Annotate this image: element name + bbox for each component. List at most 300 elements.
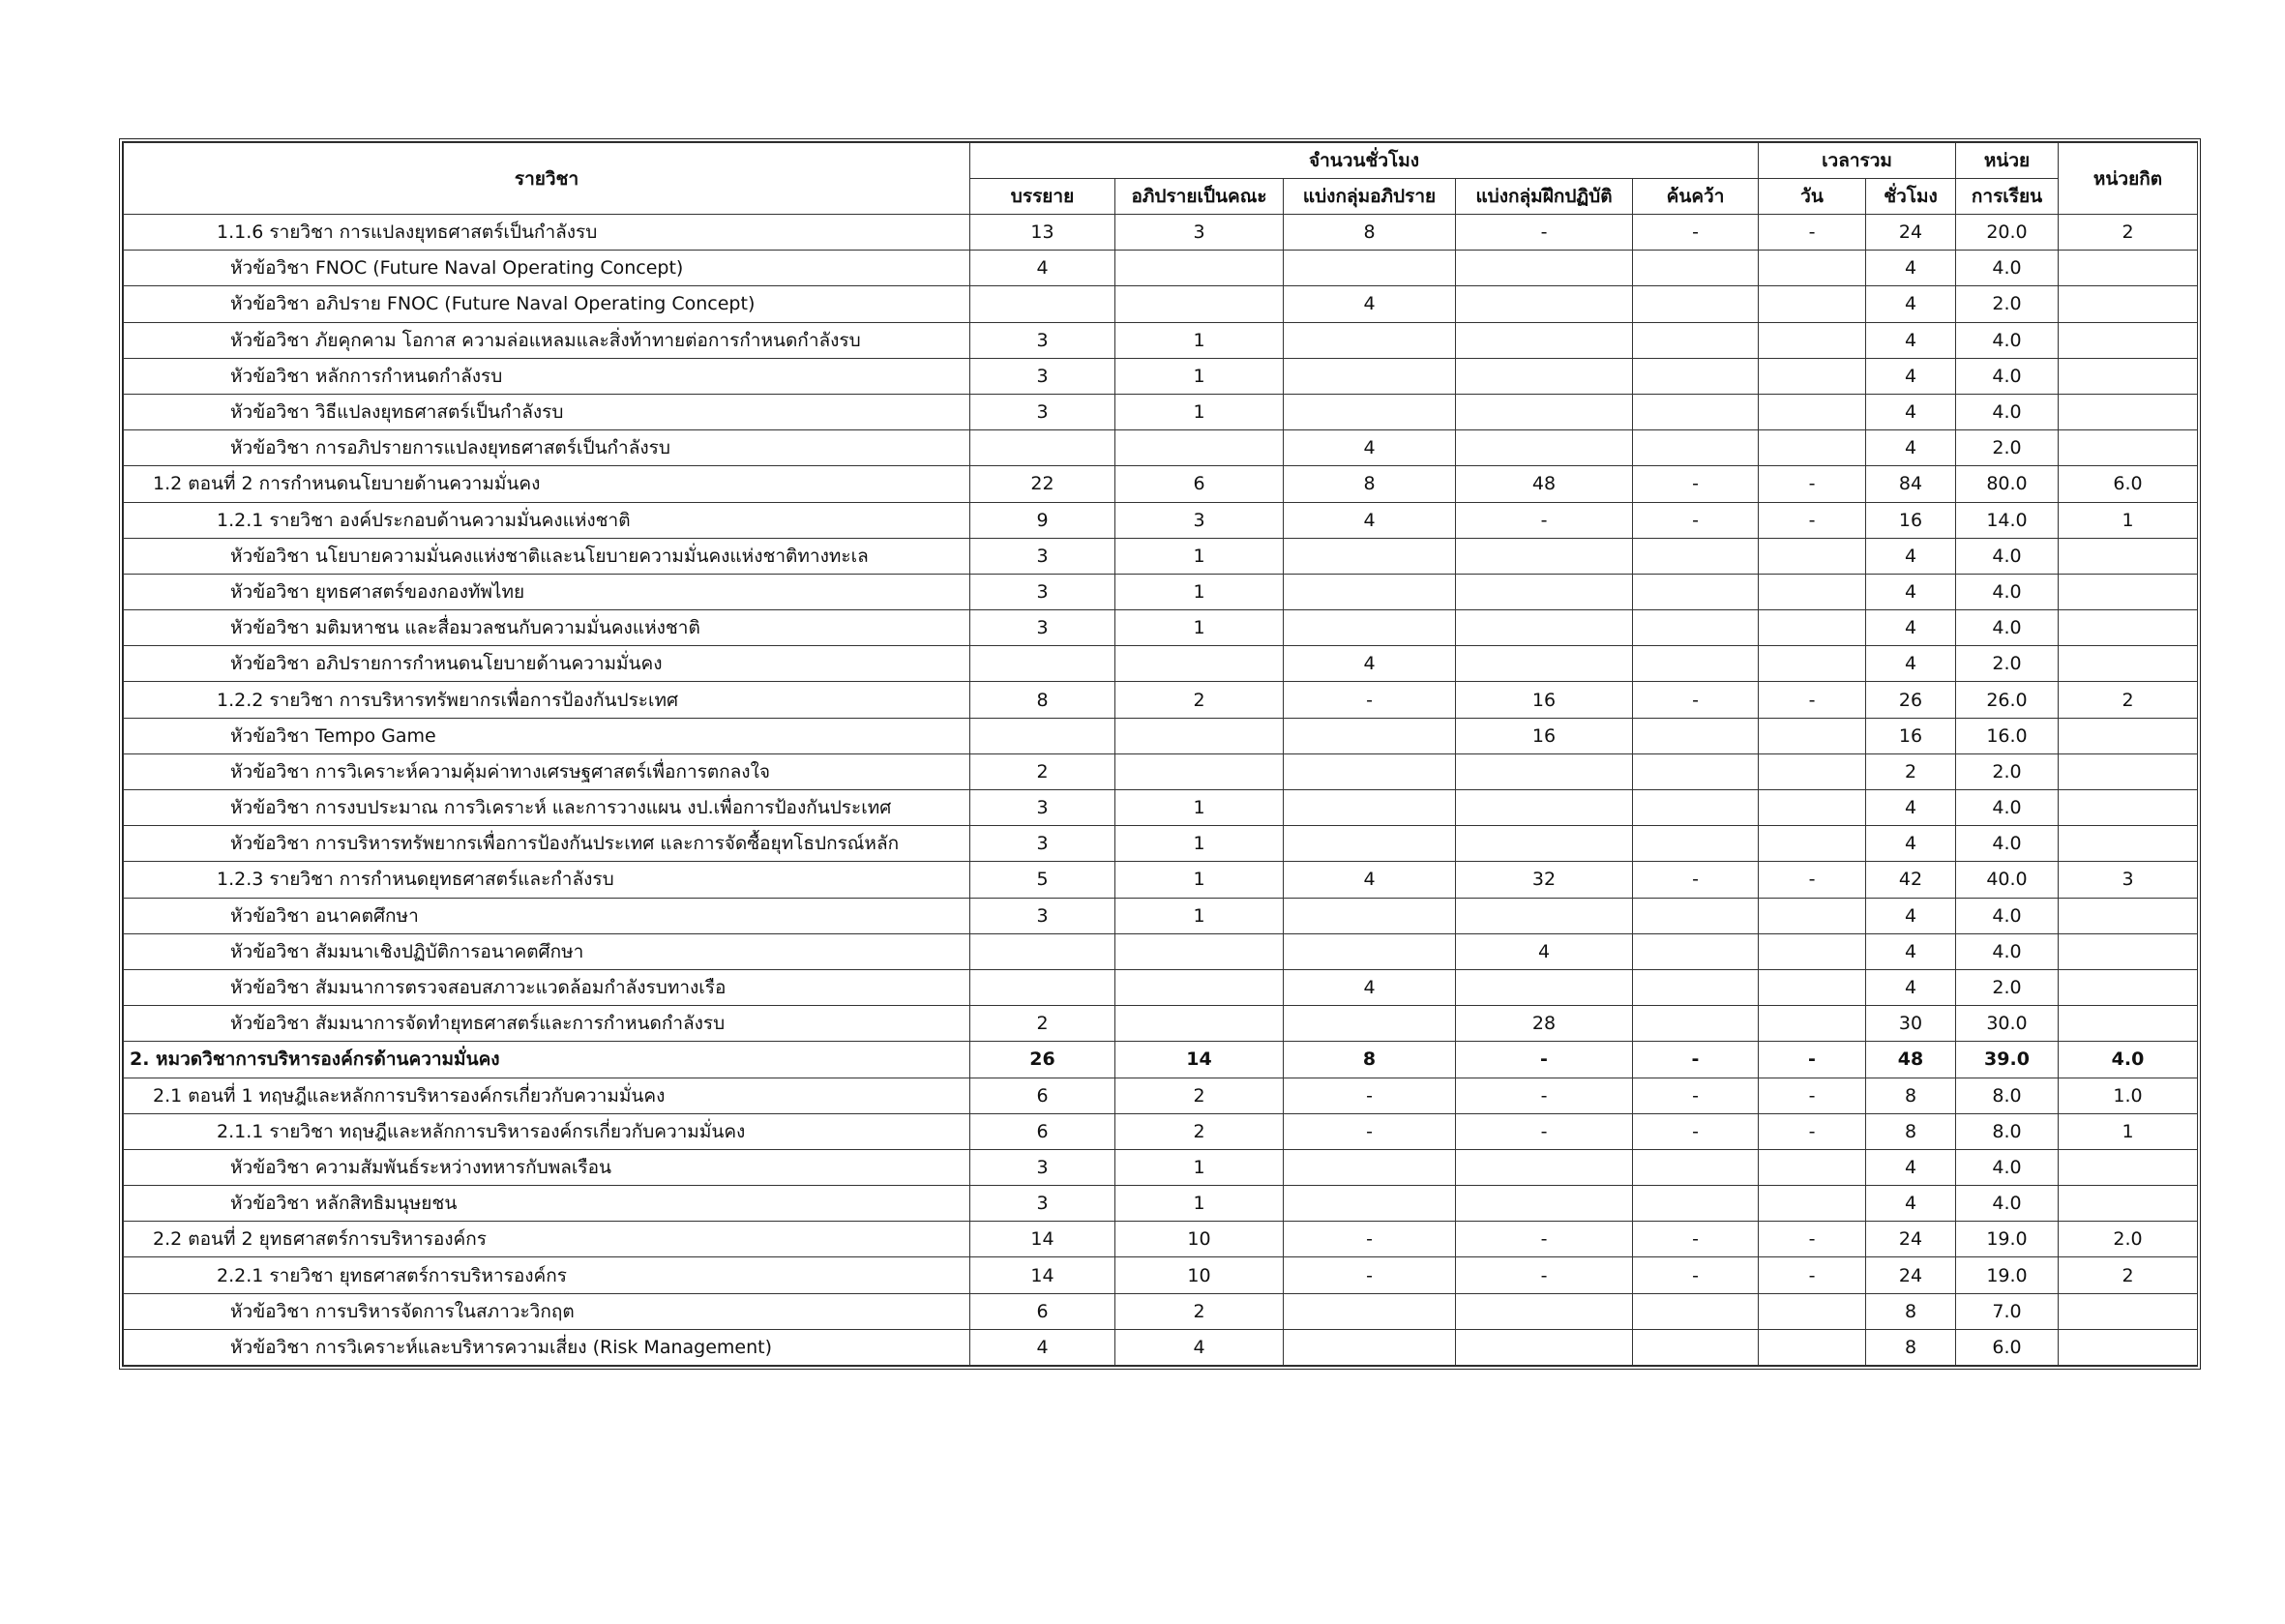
lecture-cell: 6 <box>970 1078 1115 1113</box>
days-cell <box>1759 1186 1866 1222</box>
small-group-discussion-cell <box>1284 826 1456 862</box>
workshop-cell <box>1456 969 1633 1005</box>
small-group-discussion-cell: 8 <box>1284 1042 1456 1078</box>
subject-name-cell: หัวข้อวิชา อภิปรายการกำหนดนโยบายด้านความมั่นคง <box>124 646 970 682</box>
group-discussion-cell <box>1115 933 1284 969</box>
workshop-cell <box>1456 1293 1633 1329</box>
workshop-cell <box>1456 251 1633 286</box>
credits-cell <box>2059 610 2198 646</box>
workshop-cell: - <box>1456 1113 1633 1149</box>
days-cell <box>1759 898 1866 933</box>
workshop-cell: - <box>1456 1042 1633 1078</box>
header-time-total: เวลารวม <box>1759 143 1956 179</box>
workshop-cell: 16 <box>1456 718 1633 753</box>
days-cell <box>1759 1293 1866 1329</box>
subject-name-cell: 1.2 ตอนที่ 2 การกำหนดนโยบายด้านความมั่นคง <box>124 466 970 502</box>
small-group-discussion-cell: 4 <box>1284 286 1456 322</box>
table-row <box>124 1329 2198 1365</box>
group-discussion-cell <box>1115 753 1284 789</box>
days-cell <box>1759 251 1866 286</box>
lecture-cell: 13 <box>970 215 1115 251</box>
table-row <box>124 538 2198 574</box>
table-row <box>124 790 2198 826</box>
table-row <box>124 215 2198 251</box>
table-row <box>124 646 2198 682</box>
hours-cell: 4 <box>1866 790 1956 826</box>
group-discussion-cell <box>1115 646 1284 682</box>
research-cell: - <box>1633 502 1759 538</box>
hours-cell: 24 <box>1866 215 1956 251</box>
table-row <box>124 466 2198 502</box>
small-group-discussion-cell <box>1284 790 1456 826</box>
small-group-discussion-cell <box>1284 1329 1456 1365</box>
learning-units-cell: 4.0 <box>1956 898 2059 933</box>
days-cell <box>1759 394 1866 429</box>
days-cell: - <box>1759 1113 1866 1149</box>
learning-units-cell: 7.0 <box>1956 1293 2059 1329</box>
credits-cell <box>2059 322 2198 358</box>
subject-name-cell: หัวข้อวิชา การอภิปรายการแปลงยุทธศาสตร์เป็นกำลังรบ <box>124 430 970 466</box>
learning-units-cell: 6.0 <box>1956 1329 2059 1365</box>
research-cell <box>1633 1329 1759 1365</box>
lecture-cell: 3 <box>970 322 1115 358</box>
lecture-cell <box>970 286 1115 322</box>
lecture-cell: 22 <box>970 466 1115 502</box>
credits-cell <box>2059 538 2198 574</box>
credits-cell <box>2059 790 2198 826</box>
days-cell <box>1759 610 1866 646</box>
lecture-cell: 3 <box>970 826 1115 862</box>
group-discussion-cell <box>1115 1006 1284 1042</box>
credits-cell: 2 <box>2059 682 2198 718</box>
learning-units-cell: 4.0 <box>1956 790 2059 826</box>
learning-units-cell: 8.0 <box>1956 1113 2059 1149</box>
small-group-discussion-cell: 8 <box>1284 466 1456 502</box>
research-cell: - <box>1633 1078 1759 1113</box>
header-days: วัน <box>1759 179 1866 215</box>
learning-units-cell: 4.0 <box>1956 826 2059 862</box>
research-cell <box>1633 538 1759 574</box>
small-group-discussion-cell: 4 <box>1284 969 1456 1005</box>
lecture-cell <box>970 718 1115 753</box>
table-row <box>124 1186 2198 1222</box>
credits-cell <box>2059 1149 2198 1185</box>
research-cell <box>1633 718 1759 753</box>
hours-cell: 4 <box>1866 322 1956 358</box>
days-cell: - <box>1759 1042 1866 1078</box>
days-cell: - <box>1759 502 1866 538</box>
small-group-discussion-cell <box>1284 718 1456 753</box>
lecture-cell: 3 <box>970 790 1115 826</box>
credits-cell <box>2059 430 2198 466</box>
group-discussion-cell: 1 <box>1115 358 1284 394</box>
workshop-cell: 4 <box>1456 933 1633 969</box>
hours-cell: 4 <box>1866 394 1956 429</box>
small-group-discussion-cell <box>1284 574 1456 609</box>
subject-name-cell: 2.1.1 รายวิชา ทฤษฎีและหลักการบริหารองค์กรเกี่ยวกับความมั่นคง <box>124 1113 970 1149</box>
header-unit-line2: การเรียน <box>1956 179 2059 215</box>
small-group-discussion-cell <box>1284 1006 1456 1042</box>
workshop-cell <box>1456 826 1633 862</box>
subject-name-cell: 1.2.3 รายวิชา การกำหนดยุทธศาสตร์และกำลังรบ <box>124 862 970 898</box>
hours-cell: 4 <box>1866 826 1956 862</box>
credits-cell: 1 <box>2059 1113 2198 1149</box>
research-cell <box>1633 826 1759 862</box>
hours-cell: 2 <box>1866 753 1956 789</box>
lecture-cell: 9 <box>970 502 1115 538</box>
credits-cell <box>2059 358 2198 394</box>
group-discussion-cell: 10 <box>1115 1222 1284 1257</box>
subject-name-cell: หัวข้อวิชา อนาคตศึกษา <box>124 898 970 933</box>
subject-name-cell: 1.2.2 รายวิชา การบริหารทรัพยากรเพื่อการป้องกันประเทศ <box>124 682 970 718</box>
group-discussion-cell: 3 <box>1115 215 1284 251</box>
days-cell <box>1759 718 1866 753</box>
hours-cell: 30 <box>1866 1006 1956 1042</box>
research-cell: - <box>1633 1222 1759 1257</box>
learning-units-cell: 4.0 <box>1956 574 2059 609</box>
small-group-discussion-cell: - <box>1284 1113 1456 1149</box>
hours-cell: 16 <box>1866 502 1956 538</box>
small-group-discussion-cell <box>1284 394 1456 429</box>
header-workshop: แบ่งกลุ่มฝึกปฏิบัติ <box>1456 179 1633 215</box>
research-cell <box>1633 394 1759 429</box>
days-cell <box>1759 1006 1866 1042</box>
credits-cell <box>2059 394 2198 429</box>
hours-cell: 48 <box>1866 1042 1956 1078</box>
lecture-cell: 3 <box>970 1149 1115 1185</box>
learning-units-cell: 4.0 <box>1956 1149 2059 1185</box>
workshop-cell <box>1456 538 1633 574</box>
subject-name-cell: หัวข้อวิชา สัมมนาการตรวจสอบสภาวะแวดล้อมกำลังรบทางเรือ <box>124 969 970 1005</box>
header-lecture: บรรยาย <box>970 179 1115 215</box>
header-hours-group: จำนวนชั่วโมง <box>970 143 1759 179</box>
lecture-cell: 5 <box>970 862 1115 898</box>
hours-cell: 4 <box>1866 969 1956 1005</box>
days-cell <box>1759 1329 1866 1365</box>
header-hours: ชั่วโมง <box>1866 179 1956 215</box>
research-cell <box>1633 1149 1759 1185</box>
subject-name-cell: หัวข้อวิชา มติมหาชน และสื่อมวลชนกับความมั่นคงแห่งชาติ <box>124 610 970 646</box>
days-cell: - <box>1759 862 1866 898</box>
credits-cell <box>2059 753 2198 789</box>
group-discussion-cell <box>1115 969 1284 1005</box>
days-cell: - <box>1759 1222 1866 1257</box>
hours-cell: 4 <box>1866 1149 1956 1185</box>
small-group-discussion-cell <box>1284 251 1456 286</box>
learning-units-cell: 2.0 <box>1956 286 2059 322</box>
subject-name-cell: หัวข้อวิชา การวิเคราะห์ความคุ้มค่าทางเศรษฐศาสตร์เพื่อการตกลงใจ <box>124 753 970 789</box>
group-discussion-cell: 1 <box>1115 538 1284 574</box>
learning-units-cell: 19.0 <box>1956 1222 2059 1257</box>
research-cell <box>1633 286 1759 322</box>
research-cell <box>1633 610 1759 646</box>
hours-cell: 26 <box>1866 682 1956 718</box>
subject-name-cell: หัวข้อวิชา ยุทธศาสตร์ของกองทัพไทย <box>124 574 970 609</box>
small-group-discussion-cell <box>1284 322 1456 358</box>
table-row <box>124 394 2198 429</box>
days-cell <box>1759 358 1866 394</box>
learning-units-cell: 4.0 <box>1956 1186 2059 1222</box>
learning-units-cell: 4.0 <box>1956 538 2059 574</box>
learning-units-cell: 4.0 <box>1956 251 2059 286</box>
small-group-discussion-cell: - <box>1284 1257 1456 1293</box>
lecture-cell <box>970 969 1115 1005</box>
credits-cell: 4.0 <box>2059 1042 2198 1078</box>
table-row <box>124 1222 2198 1257</box>
learning-units-cell: 4.0 <box>1956 322 2059 358</box>
research-cell: - <box>1633 1042 1759 1078</box>
table-row <box>124 1149 2198 1185</box>
group-discussion-cell: 10 <box>1115 1257 1284 1293</box>
days-cell <box>1759 538 1866 574</box>
credits-cell: 2.0 <box>2059 1222 2198 1257</box>
small-group-discussion-cell: 4 <box>1284 430 1456 466</box>
days-cell <box>1759 933 1866 969</box>
subject-name-cell: หัวข้อวิชา การวิเคราะห์และบริหารความเสี่ยง (Risk Management) <box>124 1329 970 1365</box>
small-group-discussion-cell: 4 <box>1284 646 1456 682</box>
subject-name-cell: หัวข้อวิชา ความสัมพันธ์ระหว่างทหารกับพลเรือน <box>124 1149 970 1185</box>
workshop-cell: 16 <box>1456 682 1633 718</box>
hours-cell: 84 <box>1866 466 1956 502</box>
credits-cell: 3 <box>2059 862 2198 898</box>
table-row <box>124 1006 2198 1042</box>
days-cell: - <box>1759 466 1866 502</box>
small-group-discussion-cell: - <box>1284 1078 1456 1113</box>
header-group-discussion: อภิปรายเป็นคณะ <box>1115 179 1284 215</box>
small-group-discussion-cell <box>1284 1149 1456 1185</box>
learning-units-cell: 2.0 <box>1956 753 2059 789</box>
hours-cell: 4 <box>1866 251 1956 286</box>
group-discussion-cell <box>1115 430 1284 466</box>
learning-units-cell: 2.0 <box>1956 646 2059 682</box>
group-discussion-cell: 6 <box>1115 466 1284 502</box>
research-cell <box>1633 358 1759 394</box>
lecture-cell <box>970 646 1115 682</box>
workshop-cell <box>1456 286 1633 322</box>
subject-name-cell: หัวข้อวิชา หลักสิทธิมนุษยชน <box>124 1186 970 1222</box>
group-discussion-cell: 1 <box>1115 610 1284 646</box>
hours-cell: 4 <box>1866 1186 1956 1222</box>
hours-cell: 4 <box>1866 286 1956 322</box>
subject-name-cell: หัวข้อวิชา การบริหารจัดการในสภาวะวิกฤต <box>124 1293 970 1329</box>
lecture-cell: 4 <box>970 251 1115 286</box>
table-row <box>124 1293 2198 1329</box>
group-discussion-cell: 1 <box>1115 790 1284 826</box>
workshop-cell <box>1456 1149 1633 1185</box>
hours-cell: 4 <box>1866 610 1956 646</box>
research-cell <box>1633 753 1759 789</box>
subject-name-cell: หัวข้อวิชา อภิปราย FNOC (Future Naval Operating Concept) <box>124 286 970 322</box>
hours-cell: 4 <box>1866 898 1956 933</box>
hours-cell: 24 <box>1866 1222 1956 1257</box>
research-cell <box>1633 646 1759 682</box>
small-group-discussion-cell <box>1284 358 1456 394</box>
subject-name-cell: หัวข้อวิชา วิธีแปลงยุทธศาสตร์เป็นกำลังรบ <box>124 394 970 429</box>
hours-cell: 4 <box>1866 933 1956 969</box>
hours-cell: 24 <box>1866 1257 1956 1293</box>
days-cell <box>1759 969 1866 1005</box>
lecture-cell: 2 <box>970 1006 1115 1042</box>
small-group-discussion-cell <box>1284 538 1456 574</box>
research-cell: - <box>1633 215 1759 251</box>
table-row <box>124 969 2198 1005</box>
credits-cell <box>2059 286 2198 322</box>
subject-name-cell: หัวข้อวิชา การบริหารทรัพยากรเพื่อการป้องกันประเทศ และการจัดซื้อยุทโธปกรณ์หลัก <box>124 826 970 862</box>
workshop-cell <box>1456 898 1633 933</box>
hours-cell: 8 <box>1866 1293 1956 1329</box>
header-research: ค้นคว้า <box>1633 179 1759 215</box>
workshop-cell <box>1456 430 1633 466</box>
workshop-cell: 32 <box>1456 862 1633 898</box>
hours-cell: 16 <box>1866 718 1956 753</box>
table-row <box>124 718 2198 753</box>
group-discussion-cell: 1 <box>1115 1149 1284 1185</box>
credits-cell <box>2059 251 2198 286</box>
subject-name-cell: 1.2.1 รายวิชา องค์ประกอบด้านความมั่นคงแห่งชาติ <box>124 502 970 538</box>
lecture-cell: 3 <box>970 394 1115 429</box>
table-row <box>124 1042 2198 1078</box>
header-unit-line1: หน่วย <box>1956 143 2059 179</box>
credits-cell <box>2059 969 2198 1005</box>
credits-cell: 6.0 <box>2059 466 2198 502</box>
small-group-discussion-cell: 4 <box>1284 502 1456 538</box>
table-row <box>124 358 2198 394</box>
workshop-cell <box>1456 790 1633 826</box>
days-cell: - <box>1759 1257 1866 1293</box>
group-discussion-cell: 1 <box>1115 898 1284 933</box>
research-cell: - <box>1633 1257 1759 1293</box>
subject-name-cell: หัวข้อวิชา หลักการกำหนดกำลังรบ <box>124 358 970 394</box>
lecture-cell: 4 <box>970 1329 1115 1365</box>
lecture-cell: 14 <box>970 1257 1115 1293</box>
credits-cell <box>2059 1006 2198 1042</box>
learning-units-cell: 80.0 <box>1956 466 2059 502</box>
hours-cell: 4 <box>1866 358 1956 394</box>
days-cell <box>1759 826 1866 862</box>
workshop-cell: 48 <box>1456 466 1633 502</box>
research-cell <box>1633 1186 1759 1222</box>
workshop-cell <box>1456 574 1633 609</box>
days-cell <box>1759 646 1866 682</box>
small-group-discussion-cell: 4 <box>1284 862 1456 898</box>
workshop-cell <box>1456 1186 1633 1222</box>
group-discussion-cell: 2 <box>1115 1293 1284 1329</box>
subject-name-cell: 2. หมวดวิชาการบริหารองค์กรด้านความมั่นคง <box>124 1042 970 1078</box>
credits-cell: 1 <box>2059 502 2198 538</box>
group-discussion-cell <box>1115 718 1284 753</box>
subject-name-cell: หัวข้อวิชา การงบประมาณ การวิเคราะห์ และการวางแผน งป.เพื่อการป้องกันประเทศ <box>124 790 970 826</box>
header-subject: รายวิชา <box>124 143 970 215</box>
days-cell <box>1759 574 1866 609</box>
days-cell: - <box>1759 682 1866 718</box>
learning-units-cell: 20.0 <box>1956 215 2059 251</box>
learning-units-cell: 19.0 <box>1956 1257 2059 1293</box>
research-cell: - <box>1633 682 1759 718</box>
group-discussion-cell: 1 <box>1115 1186 1284 1222</box>
learning-units-cell: 8.0 <box>1956 1078 2059 1113</box>
small-group-discussion-cell: - <box>1284 1222 1456 1257</box>
days-cell <box>1759 1149 1866 1185</box>
curriculum-table-frame <box>119 138 2201 1370</box>
group-discussion-cell: 1 <box>1115 862 1284 898</box>
learning-units-cell: 39.0 <box>1956 1042 2059 1078</box>
research-cell <box>1633 1293 1759 1329</box>
learning-units-cell: 4.0 <box>1956 394 2059 429</box>
lecture-cell: 2 <box>970 753 1115 789</box>
learning-units-cell: 30.0 <box>1956 1006 2059 1042</box>
learning-units-cell: 4.0 <box>1956 358 2059 394</box>
lecture-cell: 14 <box>970 1222 1115 1257</box>
credits-cell: 2 <box>2059 215 2198 251</box>
curriculum-hours-table <box>123 142 2198 1366</box>
group-discussion-cell: 1 <box>1115 826 1284 862</box>
hours-cell: 4 <box>1866 538 1956 574</box>
credits-cell <box>2059 646 2198 682</box>
group-discussion-cell: 4 <box>1115 1329 1284 1365</box>
table-row <box>124 753 2198 789</box>
subject-name-cell: หัวข้อวิชา Tempo Game <box>124 718 970 753</box>
days-cell <box>1759 322 1866 358</box>
subject-name-cell: หัวข้อวิชา นโยบายความมั่นคงแห่งชาติและนโยบายความมั่นคงแห่งชาติทางทะเล <box>124 538 970 574</box>
learning-units-cell: 14.0 <box>1956 502 2059 538</box>
workshop-cell <box>1456 1329 1633 1365</box>
lecture-cell: 3 <box>970 358 1115 394</box>
lecture-cell <box>970 430 1115 466</box>
group-discussion-cell <box>1115 251 1284 286</box>
hours-cell: 8 <box>1866 1113 1956 1149</box>
workshop-cell: - <box>1456 1078 1633 1113</box>
credits-cell: 2 <box>2059 1257 2198 1293</box>
research-cell: - <box>1633 466 1759 502</box>
hours-cell: 4 <box>1866 430 1956 466</box>
credits-cell <box>2059 1186 2198 1222</box>
subject-name-cell: หัวข้อวิชา FNOC (Future Naval Operating Concept) <box>124 251 970 286</box>
workshop-cell: - <box>1456 215 1633 251</box>
research-cell <box>1633 430 1759 466</box>
lecture-cell: 3 <box>970 610 1115 646</box>
hours-cell: 4 <box>1866 646 1956 682</box>
days-cell <box>1759 430 1866 466</box>
group-discussion-cell: 3 <box>1115 502 1284 538</box>
research-cell: - <box>1633 1113 1759 1149</box>
workshop-cell <box>1456 753 1633 789</box>
lecture-cell <box>970 933 1115 969</box>
subject-name-cell: 2.1 ตอนที่ 1 ทฤษฎีและหลักการบริหารองค์กรเกี่ยวกับความมั่นคง <box>124 1078 970 1113</box>
workshop-cell: - <box>1456 1257 1633 1293</box>
days-cell <box>1759 286 1866 322</box>
lecture-cell: 3 <box>970 538 1115 574</box>
days-cell: - <box>1759 215 1866 251</box>
group-discussion-cell: 2 <box>1115 682 1284 718</box>
table-row <box>124 610 2198 646</box>
table-row <box>124 430 2198 466</box>
workshop-cell <box>1456 394 1633 429</box>
days-cell: - <box>1759 1078 1866 1113</box>
credits-cell: 1.0 <box>2059 1078 2198 1113</box>
group-discussion-cell: 14 <box>1115 1042 1284 1078</box>
credits-cell <box>2059 1293 2198 1329</box>
lecture-cell: 6 <box>970 1113 1115 1149</box>
group-discussion-cell: 1 <box>1115 574 1284 609</box>
subject-name-cell: หัวข้อวิชา ภัยคุกคาม โอกาส ความล่อแหลมและสิ่งท้าทายต่อการกำหนดกำลังรบ <box>124 322 970 358</box>
research-cell <box>1633 574 1759 609</box>
hours-cell: 8 <box>1866 1078 1956 1113</box>
credits-cell <box>2059 1329 2198 1365</box>
hours-cell: 8 <box>1866 1329 1956 1365</box>
group-discussion-cell: 2 <box>1115 1113 1284 1149</box>
small-group-discussion-cell <box>1284 1293 1456 1329</box>
research-cell <box>1633 790 1759 826</box>
